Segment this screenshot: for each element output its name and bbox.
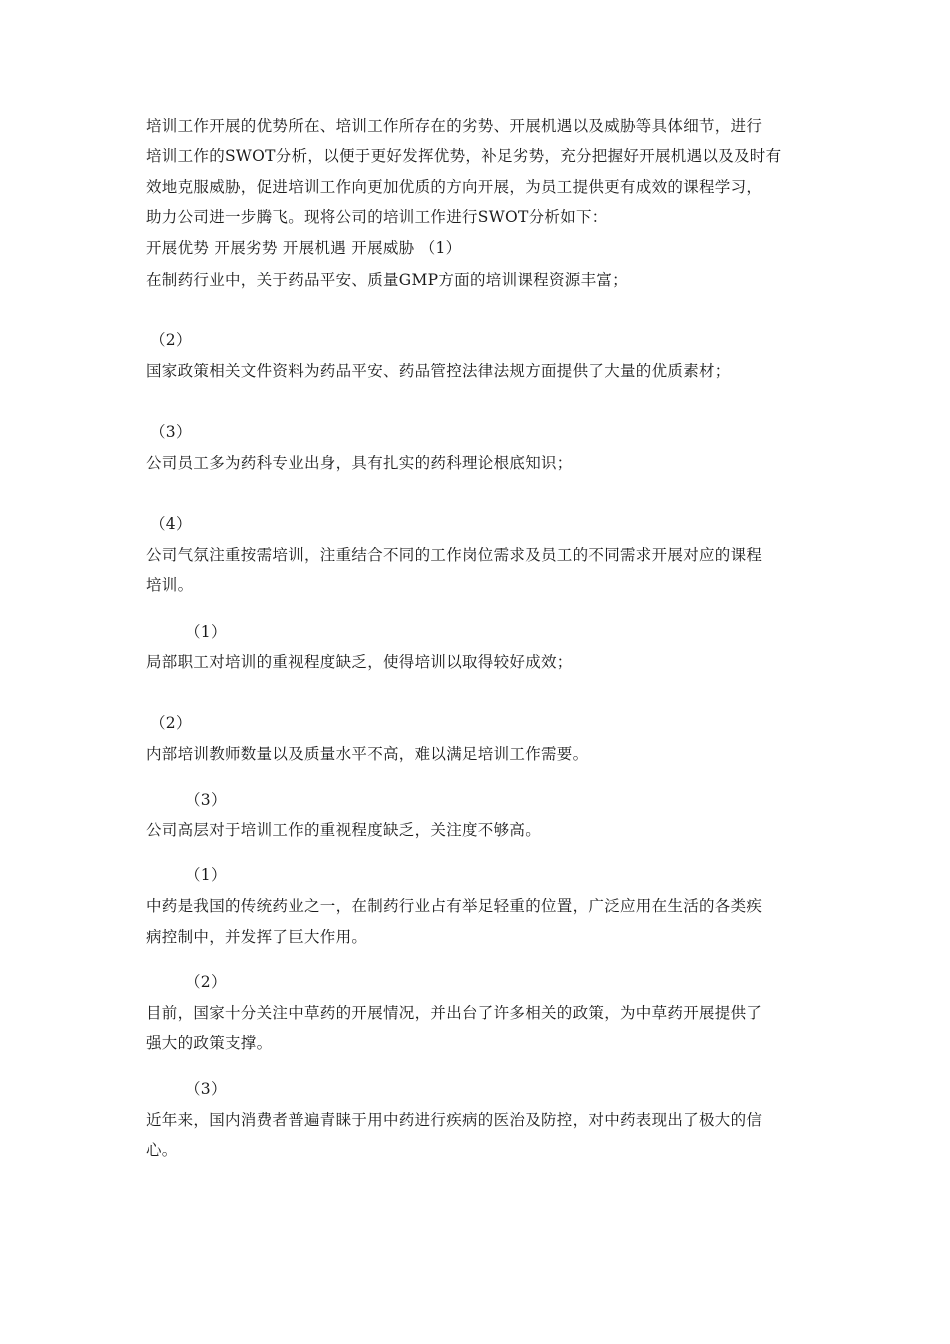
weakness-2-number: （2） — [150, 714, 192, 732]
intro-line-1: 培训工作开展的优势所在、培训工作所存在的劣势、开展机遇以及威胁等具体细节，进行 — [146, 117, 763, 135]
strength-3-number: （3） — [150, 423, 192, 441]
intro-line-4: 助力公司进一步腾飞。现将公司的培训工作进行SWOT分析如下： — [146, 208, 608, 226]
opportunity-2-number: （2） — [185, 973, 227, 991]
opportunity-1-text-1: 中药是我国的传统药业之一，在制药行业占有举足轻重的位置，广泛应用在生活的各类疾 — [146, 897, 763, 915]
weakness-3-number: （3） — [185, 791, 227, 809]
strength-4-text-2: 培训。 — [146, 576, 194, 594]
intro-line-3: 效地克服威胁，促进培训工作向更加优质的方向开展，为员工提供更有成效的课程学习， — [146, 178, 763, 196]
weakness-1-text: 局部职工对培训的重视程度缺乏，使得培训以取得较好成效； — [146, 653, 573, 671]
swot-headings-line: 开展优势 开展劣势 开展机遇 开展威胁 （1） — [146, 239, 462, 257]
strength-4-number: （4） — [150, 515, 192, 533]
weakness-1-number: （1） — [185, 623, 227, 641]
strength-1-text: 在制药行业中，关于药品平安、质量GMP方面的培训课程资源丰富； — [146, 271, 628, 289]
strength-2-number: （2） — [150, 331, 192, 349]
opportunity-3-text-2: 心。 — [146, 1141, 178, 1159]
opportunity-1-number: （1） — [185, 866, 227, 884]
intro-line-2: 培训工作的SWOT分析，以便于更好发挥优势，补足劣势，充分把握好开展机遇以及及时有 — [146, 147, 782, 165]
opportunity-2-text-1: 目前，国家十分关注中草药的开展情况，并出台了许多相关的政策，为中草药开展提供了 — [146, 1004, 763, 1022]
weakness-3-text: 公司高层对于培训工作的重视程度缺乏，关注度不够高。 — [146, 821, 542, 839]
strength-3-text: 公司员工多为药科专业出身，具有扎实的药科理论根底知识； — [146, 454, 573, 472]
strength-2-text: 国家政策相关文件资料为药品平安、药品管控法律法规方面提供了大量的优质素材； — [146, 362, 731, 380]
opportunity-2-text-2: 强大的政策支撑。 — [146, 1034, 273, 1052]
opportunity-1-text-2: 病控制中，并发挥了巨大作用。 — [146, 928, 368, 946]
opportunity-3-text-1: 近年来，国内消费者普遍青睐于用中药进行疾病的医治及防控，对中药表现出了极大的信 — [146, 1111, 763, 1129]
weakness-2-text: 内部培训教师数量以及质量水平不高，难以满足培训工作需要。 — [146, 745, 589, 763]
opportunity-3-number: （3） — [185, 1080, 227, 1098]
strength-4-text-1: 公司气氛注重按需培训，注重结合不同的工作岗位需求及员工的不同需求开展对应的课程 — [146, 546, 763, 564]
